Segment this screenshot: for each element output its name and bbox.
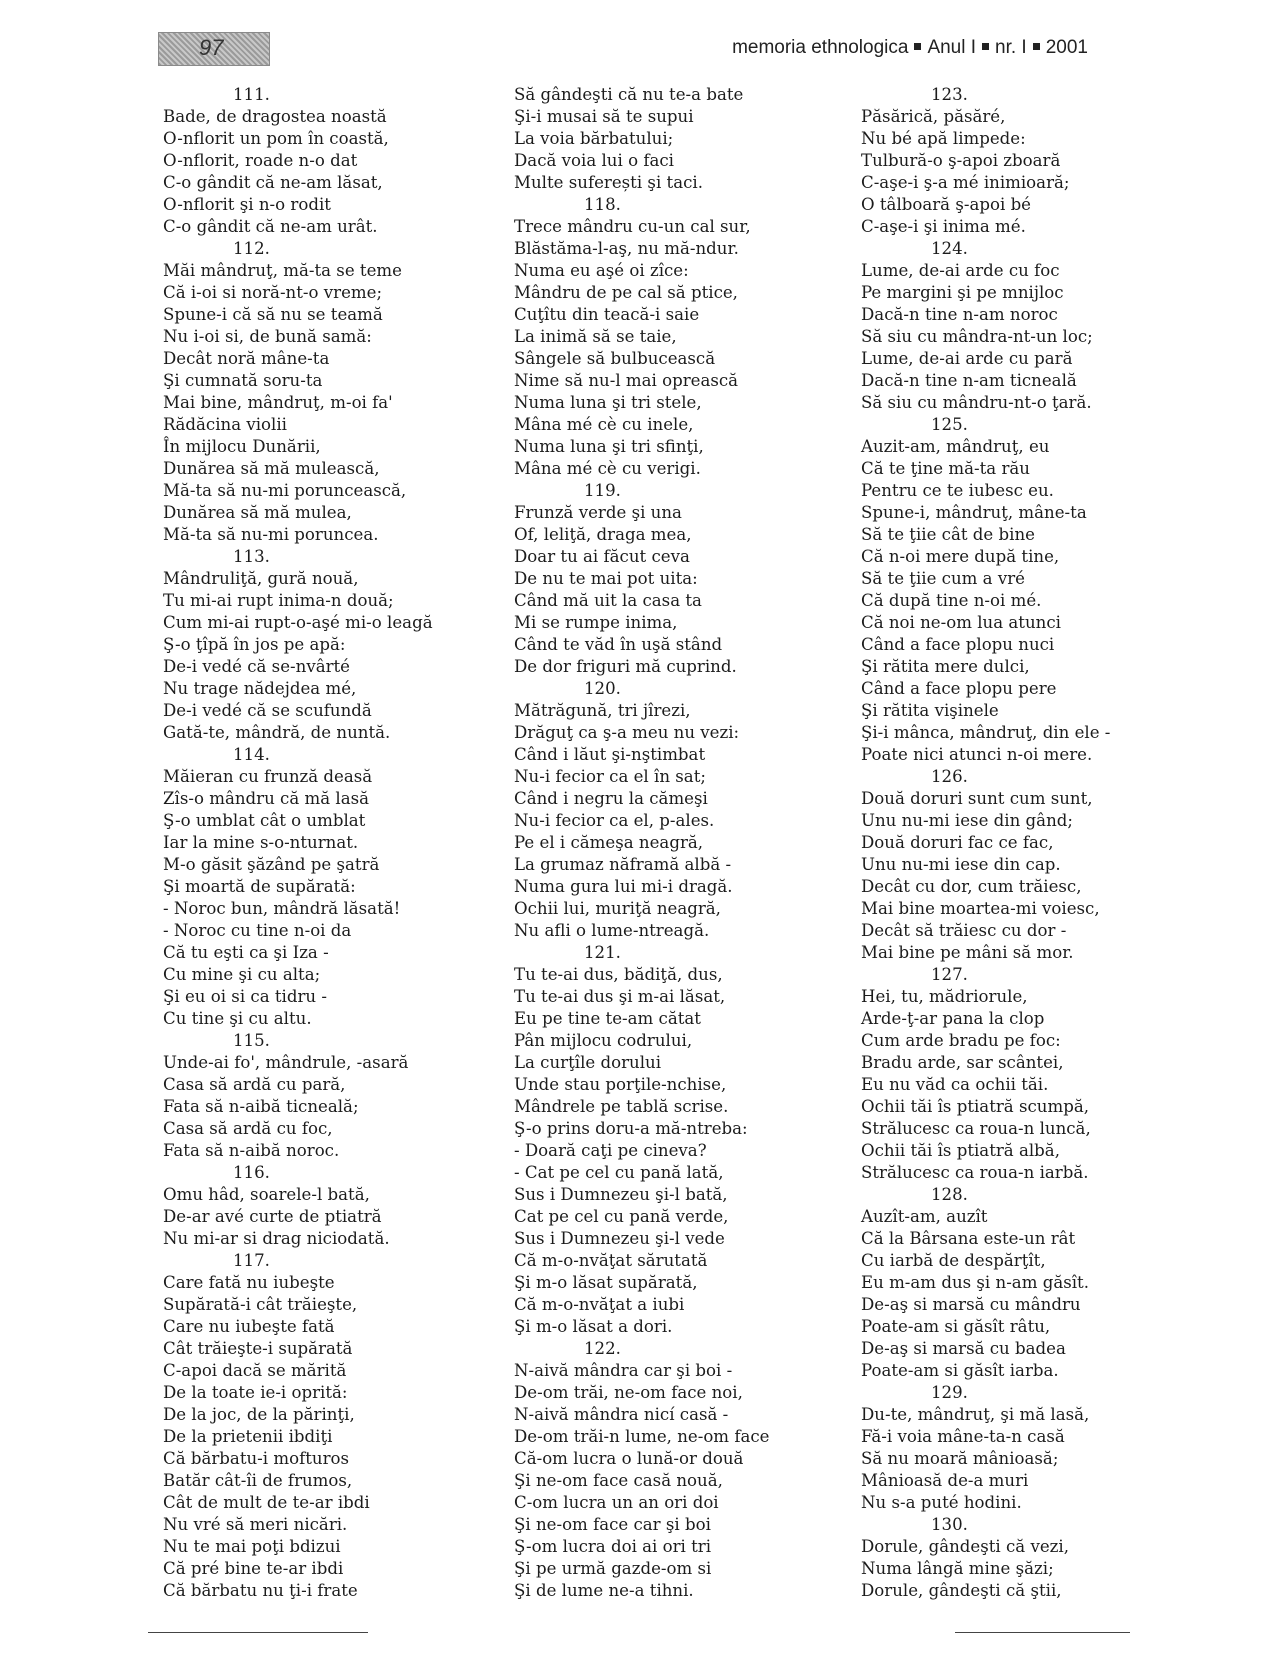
verse-line: Unde stau porţile-nchise, (514, 1075, 727, 1094)
verse-line: Nu trage nădejdea mé, (163, 679, 357, 698)
verse-line: Că-om lucra o lună-or două (514, 1449, 744, 1468)
verse-line: Cat pe cel cu pană verde, (514, 1207, 729, 1226)
poem-number: 122. (584, 1339, 621, 1358)
verse-line: Nu s-a puté hodini. (861, 1493, 1022, 1512)
verse-line: Şi-i musai să te supui (514, 107, 694, 126)
poem-number: 118. (584, 195, 621, 214)
verse-line: Strălucesc ca roua-n luncă, (861, 1119, 1091, 1138)
verse-line: Să siu cu mândru-nt-o ţară. (861, 393, 1092, 412)
verse-line: Bade, de dragostea noastă (163, 107, 387, 126)
poem-number: 124. (931, 239, 968, 258)
verse-line: Care fată nu iubeşte (163, 1273, 335, 1292)
verse-line: O-nflorit un pom în coastă, (163, 129, 389, 148)
verse-line: Lume, de-ai arde cu pară (861, 349, 1073, 368)
verse-line: De la prietenii ibdiţi (163, 1427, 333, 1446)
verse-line: Păsărică, păsăré, (861, 107, 1006, 126)
poem-number: 112. (233, 239, 270, 258)
running-header (732, 37, 1088, 59)
verse-line: De-aş si marsă cu badea (861, 1339, 1066, 1358)
verse-line: Fata să n-aibă ticneală; (163, 1097, 359, 1116)
verse-line: De la joc, de la părinţi, (163, 1405, 355, 1424)
verse-line: O-nflorit şi n-o rodit (163, 195, 331, 214)
verse-line: Decât noră mâne-ta (163, 349, 330, 368)
verse-line: Sus i Dumnezeu şi-l bată, (514, 1185, 728, 1204)
verse-line: Cât trăieşte-i supărată (163, 1339, 353, 1358)
verse-line: Eu pe tine te-am cătat (514, 1009, 701, 1028)
verse-line: Măi mândruţ, mă-ta se teme (163, 261, 402, 280)
poem-number: 127. (931, 965, 968, 984)
verse-line: Dacă-n tine n-am ticneală (861, 371, 1077, 390)
verse-line: Când te văd în uşă stând (514, 635, 723, 654)
verse-line: Mai bine moartea-mi voiesc, (861, 899, 1100, 918)
verse-line: Mi se rumpe inima, (514, 613, 678, 632)
separator-square-icon (982, 43, 989, 50)
verse-line: Auzit-am, mândruţ, eu (861, 437, 1050, 456)
poem-number: 117. (233, 1251, 270, 1270)
verse-line: Pe margini şi pe mnijloc (861, 283, 1064, 302)
verse-line: - Noroc cu tine n-oi da (163, 921, 352, 940)
verse-line: Pentru ce te iubesc eu. (861, 481, 1054, 500)
journal-title: memoria ethnologica (732, 37, 909, 58)
verse-line: Mă-ta să nu-mi poruncească, (163, 481, 407, 500)
verse-line: Trece mândru cu-un cal sur, (514, 217, 751, 236)
verse-line: Nu te mai poţi bdizui (163, 1537, 341, 1556)
verse-line: Ochii lui, muriţă neagră, (514, 899, 721, 918)
verse-line: Auzît-am, auzît (861, 1207, 988, 1226)
verse-line: Când i negru la cămeşi (514, 789, 708, 808)
verse-line: Poate nici atunci n-oi mere. (861, 745, 1093, 764)
verse-line: Două doruri sunt cum sunt, (861, 789, 1093, 808)
verse-line: Decât să trăiesc cu dor - (861, 921, 1067, 940)
verse-line: De-ar avé curte de ptiatră (163, 1207, 382, 1226)
verse-line: Sus i Dumnezeu şi-l vede (514, 1229, 725, 1248)
verse-line: Nime să nu-l mai oprească (514, 371, 739, 390)
verse-line: Pân mijlocu codrului, (514, 1031, 693, 1050)
poem-number: 125. (931, 415, 968, 434)
verse-line: Dacă-n tine n-am noroc (861, 305, 1058, 324)
poem-number: 114. (233, 745, 270, 764)
verse-line: Cât de mult de te-ar ibdi (163, 1493, 370, 1512)
verse-line: Sângele să bulbucească (514, 349, 716, 368)
verse-line: De nu te mai pot uita: (514, 569, 698, 588)
verse-line: Unde-ai fo', mândrule, -asară (163, 1053, 409, 1072)
verse-line: O tâlboară ş-apoi bé (861, 195, 1032, 214)
verse-line: Numa luna şi tri sfinţi, (514, 437, 704, 456)
verse-line: Şi m-o lăsat a dori. (514, 1317, 673, 1336)
verse-line: Dunărea să mă mulească, (163, 459, 380, 478)
verse-line: La inimă să se taie, (514, 327, 677, 346)
verse-line: N-aivă mândra car şi boi - (514, 1361, 733, 1380)
verse-line: Mânioasă de-a muri (861, 1471, 1029, 1490)
verse-line: Şi-i mânca, mândruţ, din ele - (861, 723, 1111, 742)
verse-line: Du-te, mândruţ, şi mă lasă, (861, 1405, 1090, 1424)
verse-line: Şi rătita vişinele (861, 701, 999, 720)
verse-line: C-o gândit că ne-am lăsat, (163, 173, 383, 192)
verse-line: O-nflorit, roade n-o dat (163, 151, 358, 170)
verse-line: Că i-oi si noră-nt-o vreme; (163, 283, 383, 302)
verse-line: Tu te-ai dus şi m-ai lăsat, (514, 987, 726, 1006)
verse-line: De-aş si marsă cu mândru (861, 1295, 1081, 1314)
text-column-1 (163, 84, 483, 1602)
verse-line: Blăstăma-l-aş, nu mă-ndur. (514, 239, 739, 258)
poem-number: 128. (931, 1185, 968, 1204)
verse-line: Tulbură-o ş-apoi zboară (861, 151, 1061, 170)
page-number-box (158, 32, 270, 66)
publication-year: 2001 (1045, 37, 1088, 58)
verse-line: Bradu arde, sar scântei, (861, 1053, 1064, 1072)
verse-line: C-aşe-i şi inima mé. (861, 217, 1026, 236)
verse-line: Cum arde bradu pe foc: (861, 1031, 1061, 1050)
verse-line: Şi m-o lăsat supărată, (514, 1273, 698, 1292)
verse-line: Şi de lume ne-a tihni. (514, 1581, 694, 1600)
verse-line: Şi ne-om face car şi boi (514, 1515, 711, 1534)
verse-line: Că după tine n-oi mé. (861, 591, 1042, 610)
verse-line: Lume, de-ai arde cu foc (861, 261, 1060, 280)
verse-line: Frunză verde şi una (514, 503, 682, 522)
poem-number: 116. (233, 1163, 270, 1182)
verse-line: Nu-i fecior ca el, p-ales. (514, 811, 715, 830)
separator-square-icon (914, 43, 921, 50)
verse-line: La voia bărbatului; (514, 129, 674, 148)
verse-line: Că tu eşti ca şi Iza - (163, 943, 329, 962)
verse-line: Nu-i fecior ca el în sat; (514, 767, 706, 786)
verse-line: Să te ţiie cum a vré (861, 569, 1025, 588)
verse-line: Şi ne-om face casă nouă, (514, 1471, 723, 1490)
verse-line: Eu m-am dus şi n-am găsît. (861, 1273, 1089, 1292)
verse-line: Batăr cât-îi de frumos, (163, 1471, 353, 1490)
verse-line: Of, leliţă, draga mea, (514, 525, 692, 544)
verse-line: Că noi ne-om lua atunci (861, 613, 1061, 632)
verse-line: Nu i-oi si, de bună samă: (163, 327, 372, 346)
poem-number: 126. (931, 767, 968, 786)
verse-line: Că n-oi mere după tine, (861, 547, 1060, 566)
verse-line: Când mă uit la casa ta (514, 591, 702, 610)
poem-number: 123. (931, 85, 968, 104)
verse-line: De la toate ie-i oprită: (163, 1383, 348, 1402)
verse-line: Şi eu oi si ca tidru - (163, 987, 327, 1006)
verse-line: Mândru de pe cal să ptice, (514, 283, 738, 302)
verse-line: - Noroc bun, mândră lăsată! (163, 899, 401, 918)
verse-line: Tu mi-ai rupt inima-n două; (163, 591, 394, 610)
verse-line: Nu afli o lume-ntreagă. (514, 921, 710, 940)
verse-line: Că bărbatu nu ţi-i frate (163, 1581, 358, 1600)
verse-line: Şi cumnată soru-ta (163, 371, 323, 390)
verse-line: Cu tine şi cu altu. (163, 1009, 312, 1028)
footer-rule-left (148, 1632, 368, 1633)
verse-line: Măieran cu frunză deasă (163, 767, 373, 786)
verse-line: Numa gura lui mi-i dragă. (514, 877, 733, 896)
verse-line: Care nu iubeşte fată (163, 1317, 335, 1336)
verse-line: De dor friguri mă cuprind. (514, 657, 737, 676)
poem-number: 119. (584, 481, 621, 500)
page-number: 97 (199, 35, 224, 60)
verse-line: Mai bine pe mâni să mor. (861, 943, 1074, 962)
verse-line: Mândruliţă, gură nouă, (163, 569, 359, 588)
verse-line: Omu hâd, soarele-l bată, (163, 1185, 370, 1204)
verse-line: Dunărea să mă mulea, (163, 503, 352, 522)
verse-line: Ş-o ţîpă în jos pe apă: (163, 635, 346, 654)
verse-line: Tu te-ai dus, bădiţă, dus, (514, 965, 723, 984)
verse-line: Două doruri fac ce fac, (861, 833, 1054, 852)
verse-line: Nu bé apă limpede: (861, 129, 1026, 148)
verse-line: Să nu moară mânioasă; (861, 1449, 1059, 1468)
verse-line: C-aşe-i ş-a mé inimioară; (861, 173, 1070, 192)
poem-number: 115. (233, 1031, 270, 1050)
verse-line: De-om trăi, ne-om face noi, (514, 1383, 743, 1402)
verse-line: Să gândeşti că nu te-a bate (514, 85, 744, 104)
verse-line: Că m-o-nvăţat sărutată (514, 1251, 708, 1270)
verse-line: Cu iarbă de despărţît, (861, 1251, 1046, 1270)
poem-number: 129. (931, 1383, 968, 1402)
verse-line: Arde-ţ-ar pana la clop (861, 1009, 1045, 1028)
verse-line: N-aivă mândra nicí casă - (514, 1405, 729, 1424)
verse-line: Fata să n-aibă noroc. (163, 1141, 340, 1160)
verse-line: Mâna mé cè cu verigi. (514, 459, 701, 478)
verse-line: Unu nu-mi iese din cap. (861, 855, 1061, 874)
verse-line: Decât cu dor, cum trăiesc, (861, 877, 1082, 896)
separator-square-icon (1033, 43, 1040, 50)
poem-number: 130. (931, 1515, 968, 1534)
verse-line: - Doară caţi pe cineva? (514, 1141, 707, 1160)
verse-line: Ş-o prins doru-a mă-ntreba: (514, 1119, 748, 1138)
verse-line: Mândrele pe tablă scrise. (514, 1097, 729, 1116)
verse-line: La grumaz năframă albă - (514, 855, 732, 874)
verse-line: Că la Bârsana este-un rât (861, 1229, 1076, 1248)
verse-line: Mâna mé cè cu inele, (514, 415, 694, 434)
verse-line: Că te ţine mă-ta rău (861, 459, 1030, 478)
verse-line: Cu mine şi cu alta; (163, 965, 321, 984)
verse-line: Spune-i, mândruţ, mâne-ta (861, 503, 1087, 522)
verse-line: Unu nu-mi iese din gând; (861, 811, 1073, 830)
verse-line: Iar la mine s-o-nturnat. (163, 833, 359, 852)
verse-line: Nu vré să meri nicări. (163, 1515, 348, 1534)
verse-line: Când a face plopu nuci (861, 635, 1055, 654)
poem-number: 120. (584, 679, 621, 698)
verse-line: La curţîle dorului (514, 1053, 662, 1072)
verse-line: Că bărbatu-i mofturos (163, 1449, 350, 1468)
verse-line: Numa eu aşé oi zîce: (514, 261, 689, 280)
text-column-2 (514, 84, 834, 1602)
verse-line: Numa lângă mine şăzi; (861, 1559, 1054, 1578)
verse-line: Drăguţ ca ş-a meu nu vezi: (514, 723, 740, 742)
verse-line: Fă-i voia mâne-ta-n casă (861, 1427, 1065, 1446)
verse-line: Supărată-i cât trăieşte, (163, 1295, 358, 1314)
verse-line: Mai bine, mândruţ, m-oi fa' (163, 393, 393, 412)
verse-line: Mă-ta să nu-mi poruncea. (163, 525, 379, 544)
verse-line: Ochii tăi îs ptiatră albă, (861, 1141, 1060, 1160)
verse-line: De-i vedé că se-nvârté (163, 657, 351, 676)
verse-line: Poate-am si găsît iarba. (861, 1361, 1059, 1380)
issue-label: nr. I (995, 37, 1027, 58)
verse-line: Spune-i că să nu se teamă (163, 305, 383, 324)
verse-line: Ş-om lucra doi ai ori tri (514, 1537, 712, 1556)
verse-line: Şi moartă de supărată: (163, 877, 356, 896)
verse-line: Numa luna şi tri stele, (514, 393, 702, 412)
verse-line: - Cat pe cel cu pană lată, (514, 1163, 724, 1182)
verse-line: Pe el i cămeşa neagră, (514, 833, 704, 852)
verse-line: Multe suferești şi taci. (514, 173, 703, 192)
verse-line: Dorule, gândeşti că ştii, (861, 1581, 1062, 1600)
verse-line: Hei, tu, mădriorule, (861, 987, 1028, 1006)
verse-line: Şi pe urmă gazde-om si (514, 1559, 712, 1578)
verse-line: Când a face plopu pere (861, 679, 1057, 698)
verse-line: Dorule, gândeşti că vezi, (861, 1537, 1069, 1556)
verse-line: Ş-o umblat cât o umblat (163, 811, 366, 830)
verse-line: Când i lăut şi-nştimbat (514, 745, 706, 764)
year-label: Anul I (927, 37, 977, 58)
verse-line: Ochii tăi îs ptiatră scumpă, (861, 1097, 1089, 1116)
verse-line: C-apoi dacă se mărită (163, 1361, 347, 1380)
verse-line: Poate-am si găsît râtu, (861, 1317, 1051, 1336)
verse-line: Gată-te, mândră, de nuntă. (163, 723, 391, 742)
verse-line: C-o gândit că ne-am urât. (163, 217, 378, 236)
text-column-3 (861, 84, 1191, 1602)
verse-line: Doar tu ai făcut ceva (514, 547, 690, 566)
poem-number: 121. (584, 943, 621, 962)
verse-line: Dacă voia lui o faci (514, 151, 674, 170)
verse-line: Rădăcina violii (163, 415, 287, 434)
verse-line: Casa să ardă cu pară, (163, 1075, 346, 1094)
verse-line: Casa să ardă cu foc, (163, 1119, 333, 1138)
verse-line: Că pré bine te-ar ibdi (163, 1559, 344, 1578)
verse-line: Eu nu văd ca ochii tăi. (861, 1075, 1049, 1094)
verse-line: Să siu cu mândra-nt-un loc; (861, 327, 1093, 346)
poem-number: 113. (233, 547, 270, 566)
poem-number: 111. (233, 85, 270, 104)
verse-line: Cuţîtu din teacă-i saie (514, 305, 700, 324)
verse-line: Nu mi-ar si drag niciodată. (163, 1229, 390, 1248)
verse-line: De-om trăi-n lume, ne-om face (514, 1427, 770, 1446)
verse-line: Cum mi-ai rupt-o-aşé mi-o leagă (163, 613, 433, 632)
verse-line: Mătrăgună, tri jîrezi, (514, 701, 691, 720)
verse-line: Să te ţiie cât de bine (861, 525, 1035, 544)
verse-line: În mijlocu Dunării, (163, 437, 321, 456)
verse-line: Strălucesc ca roua-n iarbă. (861, 1163, 1089, 1182)
verse-line: C-om lucra un an ori doi (514, 1493, 719, 1512)
verse-line: Că m-o-nvăţat a iubi (514, 1295, 685, 1314)
verse-line: M-o găsit şăzând pe şatră (163, 855, 380, 874)
footer-rule-right (955, 1632, 1130, 1633)
verse-line: Şi rătita mere dulci, (861, 657, 1030, 676)
verse-line: Zîs-o mândru că mă lasă (163, 789, 370, 808)
verse-line: De-i vedé că se scufundă (163, 701, 372, 720)
